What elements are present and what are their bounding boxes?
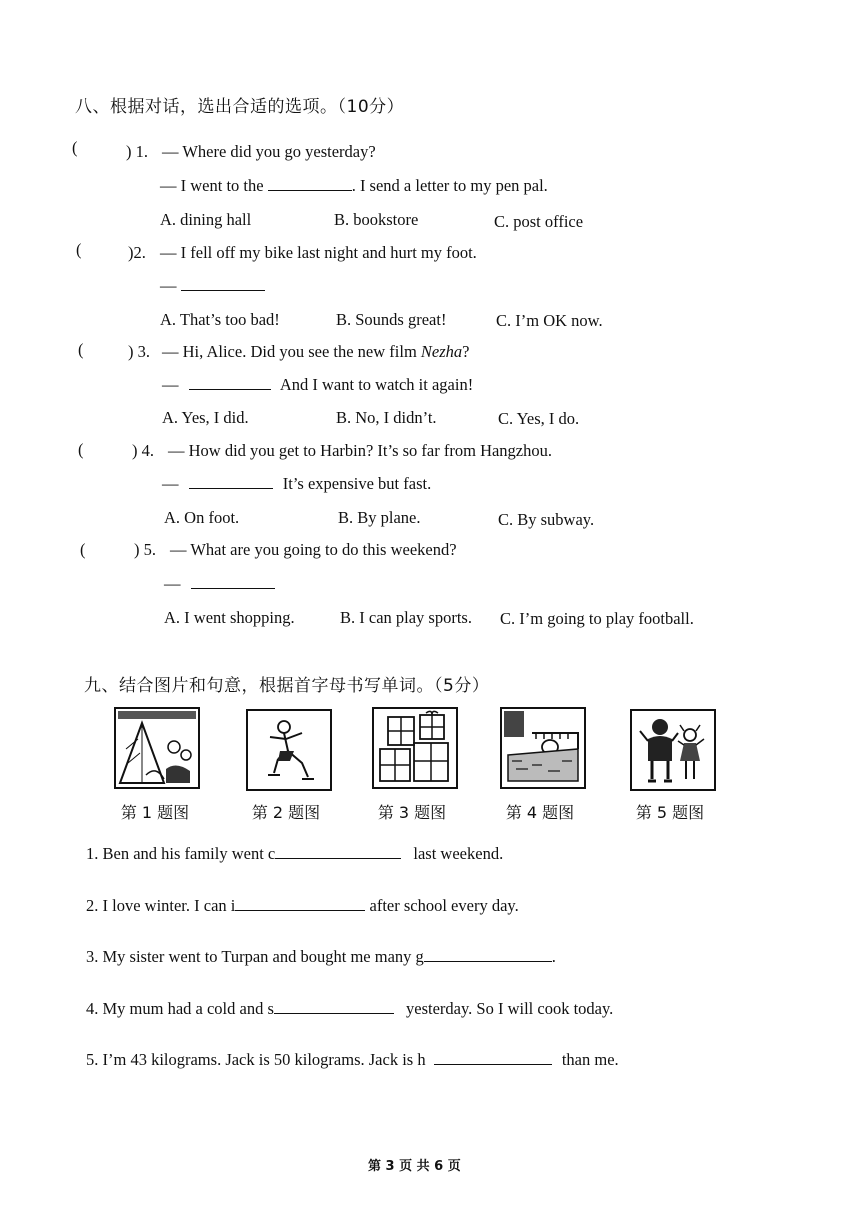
answer-blank[interactable] [434,1063,552,1065]
option-b: B. I can play sports. [340,608,472,627]
tent-picnic-icon [116,709,198,787]
film-title: Nezha [420,342,463,361]
option-b: B. By plane. [338,508,421,527]
answer-blank[interactable] [181,289,265,291]
answer-blank[interactable] [189,487,273,489]
question-line-1: — How did you get to Harbin? It’s so far from Hangzhou. [168,441,553,460]
option-b: B. bookstore [334,210,419,229]
picture-3-gifts [372,707,458,789]
picture-2-ice-skating [246,709,332,791]
option-c: C. I’m going to play football. [500,609,694,628]
answer-blank[interactable] [191,587,275,589]
option-a: A. On foot. [164,508,240,527]
option-a: A. dining hall [160,210,252,229]
question-line-2: — And I want to watch it again! [162,375,474,394]
option-a: A. That’s too bad! [160,310,280,329]
question-number: ) 1. [126,142,148,161]
answer-paren-open: ( [72,138,78,157]
answer-paren-open: ( [78,440,84,459]
gift-boxes-icon [374,709,456,787]
fill-sentence-1: 1. Ben and his family went c last weekend. [86,844,504,863]
picture-2-label: 第 2 题图 [251,803,321,822]
question-line-1: — Where did you go yesterday? [162,142,376,161]
option-a: A. Yes, I did. [162,408,249,427]
answer-blank[interactable] [268,189,352,191]
answer-blank[interactable] [189,388,271,390]
option-c: C. By subway. [498,510,595,529]
question-number: ) 5. [134,540,156,559]
picture-3-label: 第 3 题图 [377,803,447,822]
answer-blank[interactable] [274,1012,394,1014]
picture-4-sick-in-bed [500,707,586,789]
picture-5-label: 第 5 题图 [635,803,705,822]
question-line-1: — Hi, Alice. Did you see the new film Nezha? [162,342,470,361]
question-number: ) 3. [128,342,150,361]
picture-4-label: 第 4 题图 [505,803,575,822]
answer-paren-open: ( [80,540,86,559]
option-c: C. post office [494,212,584,231]
two-children-icon [632,711,714,789]
answer-blank[interactable] [424,960,552,962]
fill-sentence-4: 4. My mum had a cold and s yesterday. So I will cook today. [86,999,614,1018]
fill-sentence-5: 5. I’m 43 kilograms. Jack is 50 kilograms. Jack is h than me. [86,1050,619,1069]
answer-paren-open: ( [76,240,82,259]
section-8-title: 八、根据对话，选出合适的选项。（10分） [75,97,405,117]
section-9-title: 九、结合图片和句意，根据首字母书写单词。（5分） [84,676,490,696]
bed-icon [502,709,584,787]
question-line-2: — [164,574,275,594]
option-c: C. I’m OK now. [496,311,603,330]
picture-1-label: 第 1 题图 [120,803,190,822]
option-c: C. Yes, I do. [498,409,580,428]
question-line-1: — I fell off my bike last night and hurt my foot. [160,243,477,262]
answer-blank[interactable] [235,909,365,911]
option-a: A. I went shopping. [164,608,295,627]
skater-icon [248,711,330,789]
answer-blank[interactable] [275,857,401,859]
picture-5-heavier-boy [630,709,716,791]
question-line-2: — I went to the . I send a letter to my pen pal. [160,176,548,195]
picture-1-camping [114,707,200,789]
fill-sentence-3: 3. My sister went to Turpan and bought me many g . [86,947,556,966]
option-b: B. No, I didn’t. [336,408,437,427]
question-number: )2. [128,243,146,262]
answer-paren-open: ( [78,340,84,359]
option-b: B. Sounds great! [336,310,447,329]
fill-sentence-2: 2. I love winter. I can i after school every day. [86,896,519,915]
question-line-1: — What are you going to do this weekend? [170,540,457,559]
page-number: 第 3 页 共 6 页 [368,1159,461,1174]
question-line-2: — It’s expensive but fast. [162,474,432,493]
question-line-2: — [160,276,265,296]
question-number: ) 4. [132,441,154,460]
